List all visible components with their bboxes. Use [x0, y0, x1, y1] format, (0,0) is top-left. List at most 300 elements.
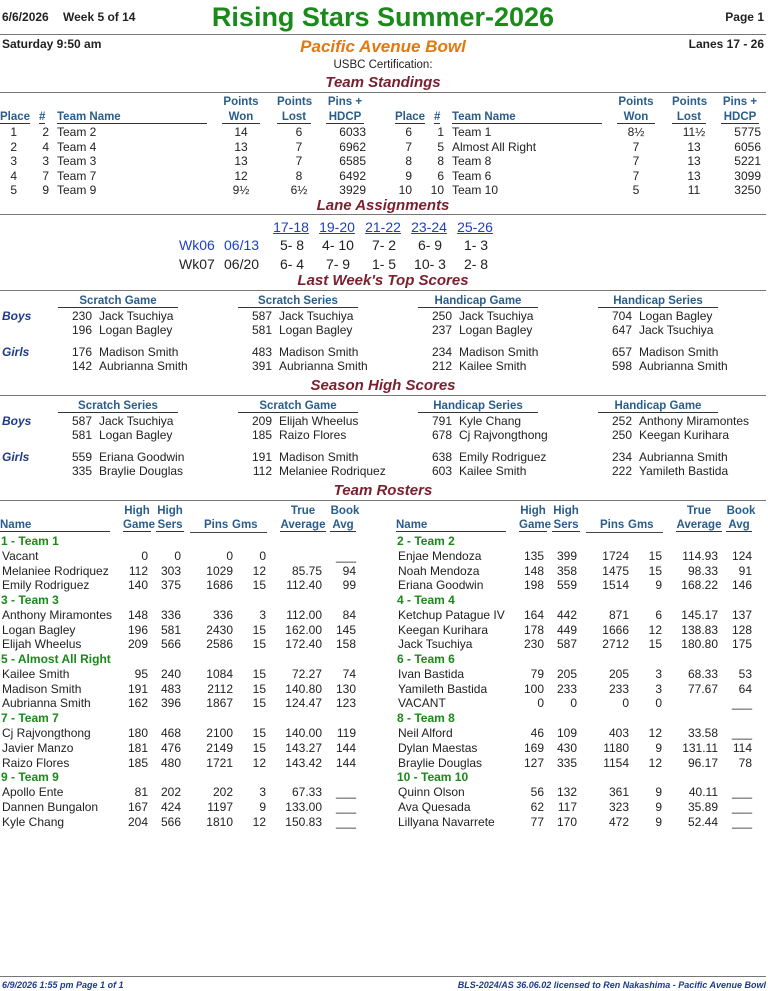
divider: [0, 290, 766, 291]
report-date: 6/6/2026: [2, 10, 49, 24]
roster-book-average: ___: [731, 814, 752, 829]
roster-book-average: 91: [738, 563, 752, 578]
high-series-header: Sers: [157, 519, 183, 531]
roster-book-average: 94: [342, 563, 356, 578]
roster-high-series: 336: [160, 608, 181, 623]
lane-match: 10- 3: [414, 256, 446, 272]
roster-true-average: 150.83: [285, 814, 322, 829]
lane-match: 2- 8: [463, 256, 489, 272]
roster-player-name: Yamileth Bastida: [398, 681, 488, 696]
roster-high-game: 230: [523, 637, 544, 652]
roster-player-name: Elijah Wheelus: [2, 637, 82, 652]
roster-high-game: 81: [134, 785, 148, 800]
roster-true-average: 40.11: [688, 785, 718, 800]
roster-player-name: Melaniee Rodriquez: [2, 563, 109, 578]
score-bowler-name: Aubrianna Smith: [639, 450, 728, 464]
roster-player-name: Enjae Mendoza: [398, 549, 482, 563]
roster-player-name: Vacant: [2, 549, 39, 563]
pins-hdcp-header: Pins +: [722, 96, 758, 108]
roster-games: 15: [252, 637, 266, 652]
roster-high-series: 132: [556, 785, 577, 800]
roster-true-average: 52.44: [687, 814, 718, 829]
roster-pins: 2430: [206, 622, 233, 637]
roster-high-series: 240: [160, 667, 181, 682]
roster-high-series: 396: [160, 696, 181, 711]
roster-games: 15: [252, 681, 266, 696]
roster-true-average: 112.00: [286, 608, 322, 623]
roster-book-average: 175: [731, 637, 752, 652]
roster-pins: 1810: [206, 814, 233, 829]
roster-pins: 202: [212, 785, 233, 800]
roster-team-header: 10 - Team 10: [397, 770, 469, 785]
roster-player-name: Ketchup Patague IV: [398, 608, 505, 623]
score-value: 581: [251, 323, 272, 337]
roster-high-series: 170: [556, 814, 577, 829]
score-value: 638: [431, 450, 452, 464]
roster-player-name: Keegan Kurihara: [398, 622, 489, 637]
score-bowler-name: Jack Tsuchiya: [279, 309, 354, 323]
roster-pins: 2149: [206, 740, 233, 755]
roster-player-name: Apollo Ente: [2, 785, 64, 800]
girls-label: Girls: [2, 450, 30, 464]
boys-label: Boys: [2, 309, 32, 323]
roster-pins: 1686: [206, 578, 233, 593]
roster-book-average: 124: [731, 549, 752, 563]
roster-high-series: 566: [160, 814, 181, 829]
standing-points-won: 12: [234, 168, 248, 183]
standing-place: 10: [398, 183, 412, 198]
roster-player-name: Cj Rajvongthong: [2, 726, 91, 741]
standing-pins-hdcp: 6962: [339, 139, 366, 154]
standing-place: 8: [405, 154, 412, 169]
standing-points-won: 7: [632, 139, 640, 154]
standing-pins-hdcp: 5221: [734, 154, 761, 169]
standing-team-number: 7: [42, 168, 49, 183]
true-average-header: True: [290, 505, 316, 517]
roster-high-game: 112: [128, 563, 148, 578]
roster-games: 15: [648, 637, 662, 652]
standing-points-won: 13: [234, 139, 248, 154]
roster-book-average: 78: [738, 755, 752, 770]
pins-header: Pins: [600, 519, 625, 531]
roster-player-name: Madison Smith: [2, 681, 82, 696]
roster-pins: 323: [608, 800, 629, 814]
divider: [0, 214, 766, 215]
score-bowler-name: Melaniee Rodriquez: [279, 464, 386, 478]
score-bowler-name: Kyle Chang: [459, 414, 522, 428]
footer-printed: 6/9/2026 1:55 pm Page 1 of 1: [2, 980, 124, 990]
high-game-header: Game: [123, 519, 155, 531]
roster-games: 9: [655, 578, 662, 593]
roster-book-average: 145: [335, 622, 356, 637]
roster-high-game: 204: [127, 814, 148, 829]
standing-place: 2: [10, 139, 17, 154]
roster-book-average: ___: [731, 726, 752, 741]
roster-high-series: 559: [556, 578, 577, 593]
roster-high-game: 191: [127, 681, 148, 696]
score-bowler-name: Aubrianna Smith: [279, 359, 368, 373]
boys-label: Boys: [2, 414, 32, 428]
roster-true-average: 180.80: [681, 637, 718, 652]
high-game-header: High: [124, 505, 150, 517]
roster-true-average: 133.00: [285, 800, 322, 814]
roster-high-series: 303: [160, 563, 181, 578]
roster-team-header: 2 - Team 2: [397, 534, 455, 548]
lane-match: 1- 3: [463, 237, 489, 253]
roster-book-average: ___: [335, 800, 356, 814]
score-column-header: Handicap Series: [418, 400, 538, 413]
roster-true-average: 145.17: [681, 608, 718, 623]
roster-games: 15: [252, 578, 266, 593]
games-header: Gms: [628, 519, 654, 531]
roster-team-header: 5 - Almost All Right: [1, 652, 111, 667]
roster-true-average: 96.17: [687, 755, 718, 770]
divider: [0, 92, 766, 93]
roster-book-average: ___: [335, 549, 356, 563]
roster-player-name: Ivan Bastida: [398, 667, 465, 682]
section-last-week-top-scores: Last Week's Top Scores: [297, 272, 469, 289]
roster-high-series: 449: [556, 622, 577, 637]
roster-book-average: 74: [342, 667, 356, 682]
standing-team-name: Team 9: [57, 183, 97, 198]
book-average-header: Avg: [330, 519, 356, 532]
roster-player-name: Anthony Miramontes: [2, 608, 113, 623]
lanes-range: Lanes 17 - 26: [688, 37, 764, 51]
score-bowler-name: Cj Rajvongthong: [459, 428, 548, 442]
roster-true-average: 131.11: [682, 740, 718, 755]
section-team-rosters: Team Rosters: [333, 482, 433, 499]
roster-player-name: Javier Manzo: [2, 740, 74, 755]
section-lane-assignments: Lane Assignments: [316, 197, 450, 214]
score-bowler-name: Elijah Wheelus: [279, 414, 359, 428]
standing-team-name: Almost All Right: [452, 139, 537, 154]
score-bowler-name: Aubrianna Smith: [99, 359, 188, 373]
roster-high-game: 56: [530, 785, 544, 800]
score-value: 234: [611, 450, 632, 464]
roster-true-average: 33.58: [687, 726, 718, 741]
standing-pins-hdcp: 6585: [339, 154, 366, 169]
score-value: 212: [431, 359, 452, 373]
roster-games: 3: [655, 667, 662, 682]
roster-true-average: 124.47: [285, 696, 322, 711]
true-average-header: Average: [676, 519, 722, 531]
roster-book-average: ___: [731, 785, 752, 800]
score-value: 598: [611, 359, 632, 373]
standing-points-won: 8½: [627, 125, 645, 139]
roster-high-series: 233: [556, 681, 577, 696]
points-won-header: Won: [222, 111, 260, 124]
roster-book-average: 158: [335, 637, 356, 652]
roster-games: 15: [252, 667, 266, 682]
roster-high-game: 62: [530, 800, 544, 814]
roster-games: 15: [252, 740, 266, 755]
roster-pins: 1029: [206, 563, 233, 578]
roster-pins: 0: [622, 696, 629, 711]
standing-team-name: Team 7: [57, 168, 97, 183]
roster-pins: 336: [212, 608, 233, 623]
roster-high-game: 77: [530, 814, 544, 829]
roster-team-header: 4 - Team 4: [397, 593, 455, 608]
roster-high-series: 0: [174, 549, 181, 563]
roster-high-series: 566: [160, 637, 181, 652]
high-game-header: High: [520, 505, 546, 517]
roster-pins: 1721: [206, 755, 233, 770]
high-game-header: Game: [519, 519, 551, 531]
roster-high-series: 205: [556, 667, 577, 682]
roster-high-game: 169: [523, 740, 544, 755]
roster-player-name: Emily Rodriguez: [2, 578, 90, 593]
score-bowler-name: Jack Tsuchiya: [459, 309, 534, 323]
standing-pins-hdcp: 6056: [734, 139, 761, 154]
score-bowler-name: Madison Smith: [99, 345, 179, 359]
score-value: 196: [71, 323, 92, 337]
standing-team-number: 6: [437, 168, 444, 183]
roster-high-game: 185: [127, 755, 148, 770]
roster-games: 9: [259, 800, 266, 814]
roster-player-name: Jack Tsuchiya: [398, 637, 473, 652]
score-bowler-name: Anthony Miramontes: [639, 414, 750, 428]
lane-match: 6- 9: [417, 237, 443, 253]
score-value: 335: [71, 464, 92, 478]
roster-team-header: 3 - Team 3: [1, 593, 59, 608]
roster-games: 15: [252, 696, 266, 711]
standing-place: 9: [405, 168, 412, 183]
points-won-header: Points: [223, 96, 259, 108]
divider: [0, 500, 766, 501]
score-bowler-name: Raizo Flores: [279, 428, 347, 442]
roster-player-name: Quinn Olson: [398, 785, 465, 800]
standing-points-won: 9½: [232, 183, 250, 198]
roster-true-average: 168.22: [681, 578, 718, 593]
roster-high-game: 178: [523, 622, 544, 637]
roster-pins: 2100: [206, 726, 233, 741]
divider: [0, 395, 766, 396]
standing-points-lost: 11: [687, 183, 701, 198]
high-series-header: Sers: [553, 519, 579, 531]
standing-team-name: Team 4: [57, 139, 97, 154]
standing-team-name: Team 10: [452, 183, 499, 198]
name-header: Name: [0, 519, 110, 532]
roster-high-series: 424: [160, 800, 181, 814]
score-value: 230: [71, 309, 92, 323]
roster-high-series: 117: [557, 800, 577, 814]
roster-high-series: 430: [556, 740, 577, 755]
standing-pins-hdcp: 5775: [734, 125, 761, 139]
roster-high-series: 109: [556, 726, 577, 741]
standing-place: 4: [10, 168, 17, 183]
score-value: 657: [611, 345, 632, 359]
score-column-header: Scratch Game: [238, 400, 358, 413]
roster-team-header: 6 - Team 6: [397, 652, 455, 667]
standing-team-number: 8: [437, 154, 444, 169]
name-header: Name: [396, 519, 506, 532]
roster-high-series: 442: [556, 608, 577, 623]
roster-games: 3: [655, 681, 662, 696]
roster-high-game: 209: [127, 637, 148, 652]
points-lost-header: Points: [672, 96, 708, 108]
roster-book-average: 144: [335, 755, 356, 770]
roster-pins: 871: [608, 608, 629, 623]
standing-points-lost: 6½: [290, 183, 308, 198]
score-bowler-name: Jack Tsuchiya: [99, 309, 174, 323]
footer-license: BLS-2024/AS 36.06.02 licensed to Ren Nakashima - Pacific Avenue Bowl: [457, 980, 766, 990]
roster-pins: 0: [226, 549, 233, 563]
roster-player-name: Braylie Douglas: [398, 755, 483, 770]
score-column-header: Handicap Game: [418, 295, 538, 308]
roster-book-average: 84: [342, 608, 356, 623]
roster-high-game: 127: [523, 755, 544, 770]
lane-pair-header: 19-20: [319, 219, 355, 235]
standing-points-lost: 13: [687, 139, 701, 154]
roster-player-name: Dylan Maestas: [398, 740, 478, 755]
roster-games: 6: [655, 608, 662, 623]
roster-high-game: 167: [127, 800, 148, 814]
high-series-header: High: [157, 505, 183, 517]
score-value: 252: [611, 414, 632, 428]
roster-true-average: 143.42: [285, 755, 322, 770]
standing-points-won: 5: [632, 183, 640, 198]
section-team-standings: Team Standings: [325, 74, 441, 91]
standing-pins-hdcp: 6492: [339, 168, 366, 183]
roster-book-average: ___: [731, 696, 752, 711]
roster-games: 0: [259, 549, 266, 563]
standing-points-lost: 13: [687, 168, 701, 183]
standing-points-won: 14: [234, 125, 248, 139]
score-value: 483: [251, 345, 272, 359]
score-value: 209: [251, 414, 272, 428]
roster-high-game: 79: [530, 667, 544, 682]
standing-points-won: 7: [632, 154, 640, 169]
roster-true-average: 68.33: [687, 667, 718, 682]
roster-true-average: 140.00: [285, 726, 322, 741]
roster-high-series: 587: [556, 637, 577, 652]
standing-place: 3: [10, 154, 17, 169]
score-value: 678: [431, 428, 452, 442]
venue-name: Pacific Avenue Bowl: [300, 37, 466, 56]
roster-high-series: 581: [160, 622, 181, 637]
score-bowler-name: Logan Bagley: [99, 323, 173, 337]
standing-place: 1: [10, 125, 17, 139]
roster-true-average: 140.80: [285, 681, 322, 696]
lane-match: 7- 2: [371, 237, 397, 253]
roster-player-name: Kyle Chang: [2, 814, 65, 829]
roster-pins: 2712: [602, 637, 629, 652]
roster-player-name: Raizo Flores: [2, 755, 70, 770]
roster-player-name: Aubrianna Smith: [2, 696, 91, 711]
roster-team-header: 7 - Team 7: [1, 711, 59, 726]
roster-true-average: 77.67: [687, 681, 718, 696]
score-bowler-name: Logan Bagley: [99, 428, 173, 442]
roster-book-average: 146: [731, 578, 752, 593]
score-bowler-name: Jack Tsuchiya: [99, 414, 174, 428]
points-lost-header: Lost: [672, 111, 706, 124]
standing-team-number: 5: [437, 139, 444, 154]
standing-team-name: Team 8: [452, 154, 492, 169]
score-column-header: Handicap Game: [598, 400, 718, 413]
roster-high-game: 162: [127, 696, 148, 711]
score-bowler-name: Kailee Smith: [459, 359, 527, 373]
lane-week: Wk07: [179, 256, 215, 272]
standing-place: 5: [10, 183, 17, 198]
points-won-header: Points: [618, 96, 654, 108]
standing-pins-hdcp: 3929: [339, 183, 366, 198]
roster-high-game: 100: [523, 681, 544, 696]
score-bowler-name: Logan Bagley: [279, 323, 353, 337]
roster-team-header: 1 - Team 1: [1, 534, 59, 548]
usbc-certification: USBC Certification:: [333, 59, 433, 71]
roster-games: 12: [252, 755, 266, 770]
score-bowler-name: Eriana Goodwin: [99, 450, 185, 464]
roster-book-average: 123: [335, 696, 356, 711]
roster-true-average: 162.00: [285, 622, 322, 637]
score-bowler-name: Jack Tsuchiya: [639, 323, 714, 337]
standing-points-lost: 8: [295, 168, 303, 183]
standing-points-lost: 11½: [682, 125, 706, 139]
roster-high-series: 375: [160, 578, 181, 593]
lane-date: 06/20: [224, 256, 260, 272]
standing-place: 7: [405, 139, 412, 154]
number-header: #: [434, 111, 441, 123]
girls-label: Girls: [2, 345, 30, 359]
roster-book-average: 137: [731, 608, 752, 623]
roster-high-game: 196: [127, 622, 148, 637]
roster-pins: 1180: [603, 740, 629, 755]
standing-points-lost: 7: [295, 139, 303, 154]
standing-team-number: 2: [42, 125, 49, 139]
score-value: 647: [611, 323, 632, 337]
roster-team-header: 9 - Team 9: [1, 770, 59, 785]
number-header: #: [39, 111, 46, 123]
pins-hdcp-header: Pins +: [327, 96, 363, 108]
roster-player-name: VACANT: [398, 696, 446, 711]
score-value: 191: [251, 450, 272, 464]
score-value: 603: [431, 464, 452, 478]
standing-team-number: 4: [42, 139, 49, 154]
score-value: 185: [251, 428, 272, 442]
standing-points-lost: 6: [295, 125, 303, 139]
roster-true-average: 172.40: [285, 637, 322, 652]
roster-book-average: 119: [336, 726, 356, 741]
standing-team-number: 3: [42, 154, 49, 169]
roster-true-average: 138.83: [681, 622, 718, 637]
roster-true-average: 85.75: [291, 563, 322, 578]
roster-games: 3: [259, 785, 266, 800]
roster-high-series: 468: [160, 726, 181, 741]
score-bowler-name: Madison Smith: [279, 345, 359, 359]
pins-header: Pins: [204, 519, 229, 531]
roster-true-average: 35.89: [687, 800, 718, 814]
roster-high-series: 476: [160, 740, 181, 755]
roster-pins: 1724: [602, 549, 629, 563]
points-won-header: Won: [617, 111, 655, 124]
roster-true-average: 114.93: [682, 549, 718, 563]
book-average-header: Book: [726, 505, 756, 517]
roster-games: 3: [259, 608, 266, 623]
standing-team-number: 10: [430, 183, 444, 198]
pins-hdcp-header: HDCP: [326, 111, 364, 124]
roster-games: 12: [648, 726, 662, 741]
score-bowler-name: Kailee Smith: [459, 464, 527, 478]
week-indicator: Week 5 of 14: [63, 10, 136, 24]
roster-high-series: 480: [160, 755, 181, 770]
place-header: Place: [395, 111, 426, 123]
true-average-header: True: [686, 505, 712, 517]
roster-high-series: 483: [160, 681, 181, 696]
roster-pins: 1475: [602, 563, 629, 578]
roster-player-name: Ava Quesada: [398, 800, 471, 814]
roster-pins: 233: [608, 681, 629, 696]
roster-high-game: 0: [537, 696, 544, 711]
